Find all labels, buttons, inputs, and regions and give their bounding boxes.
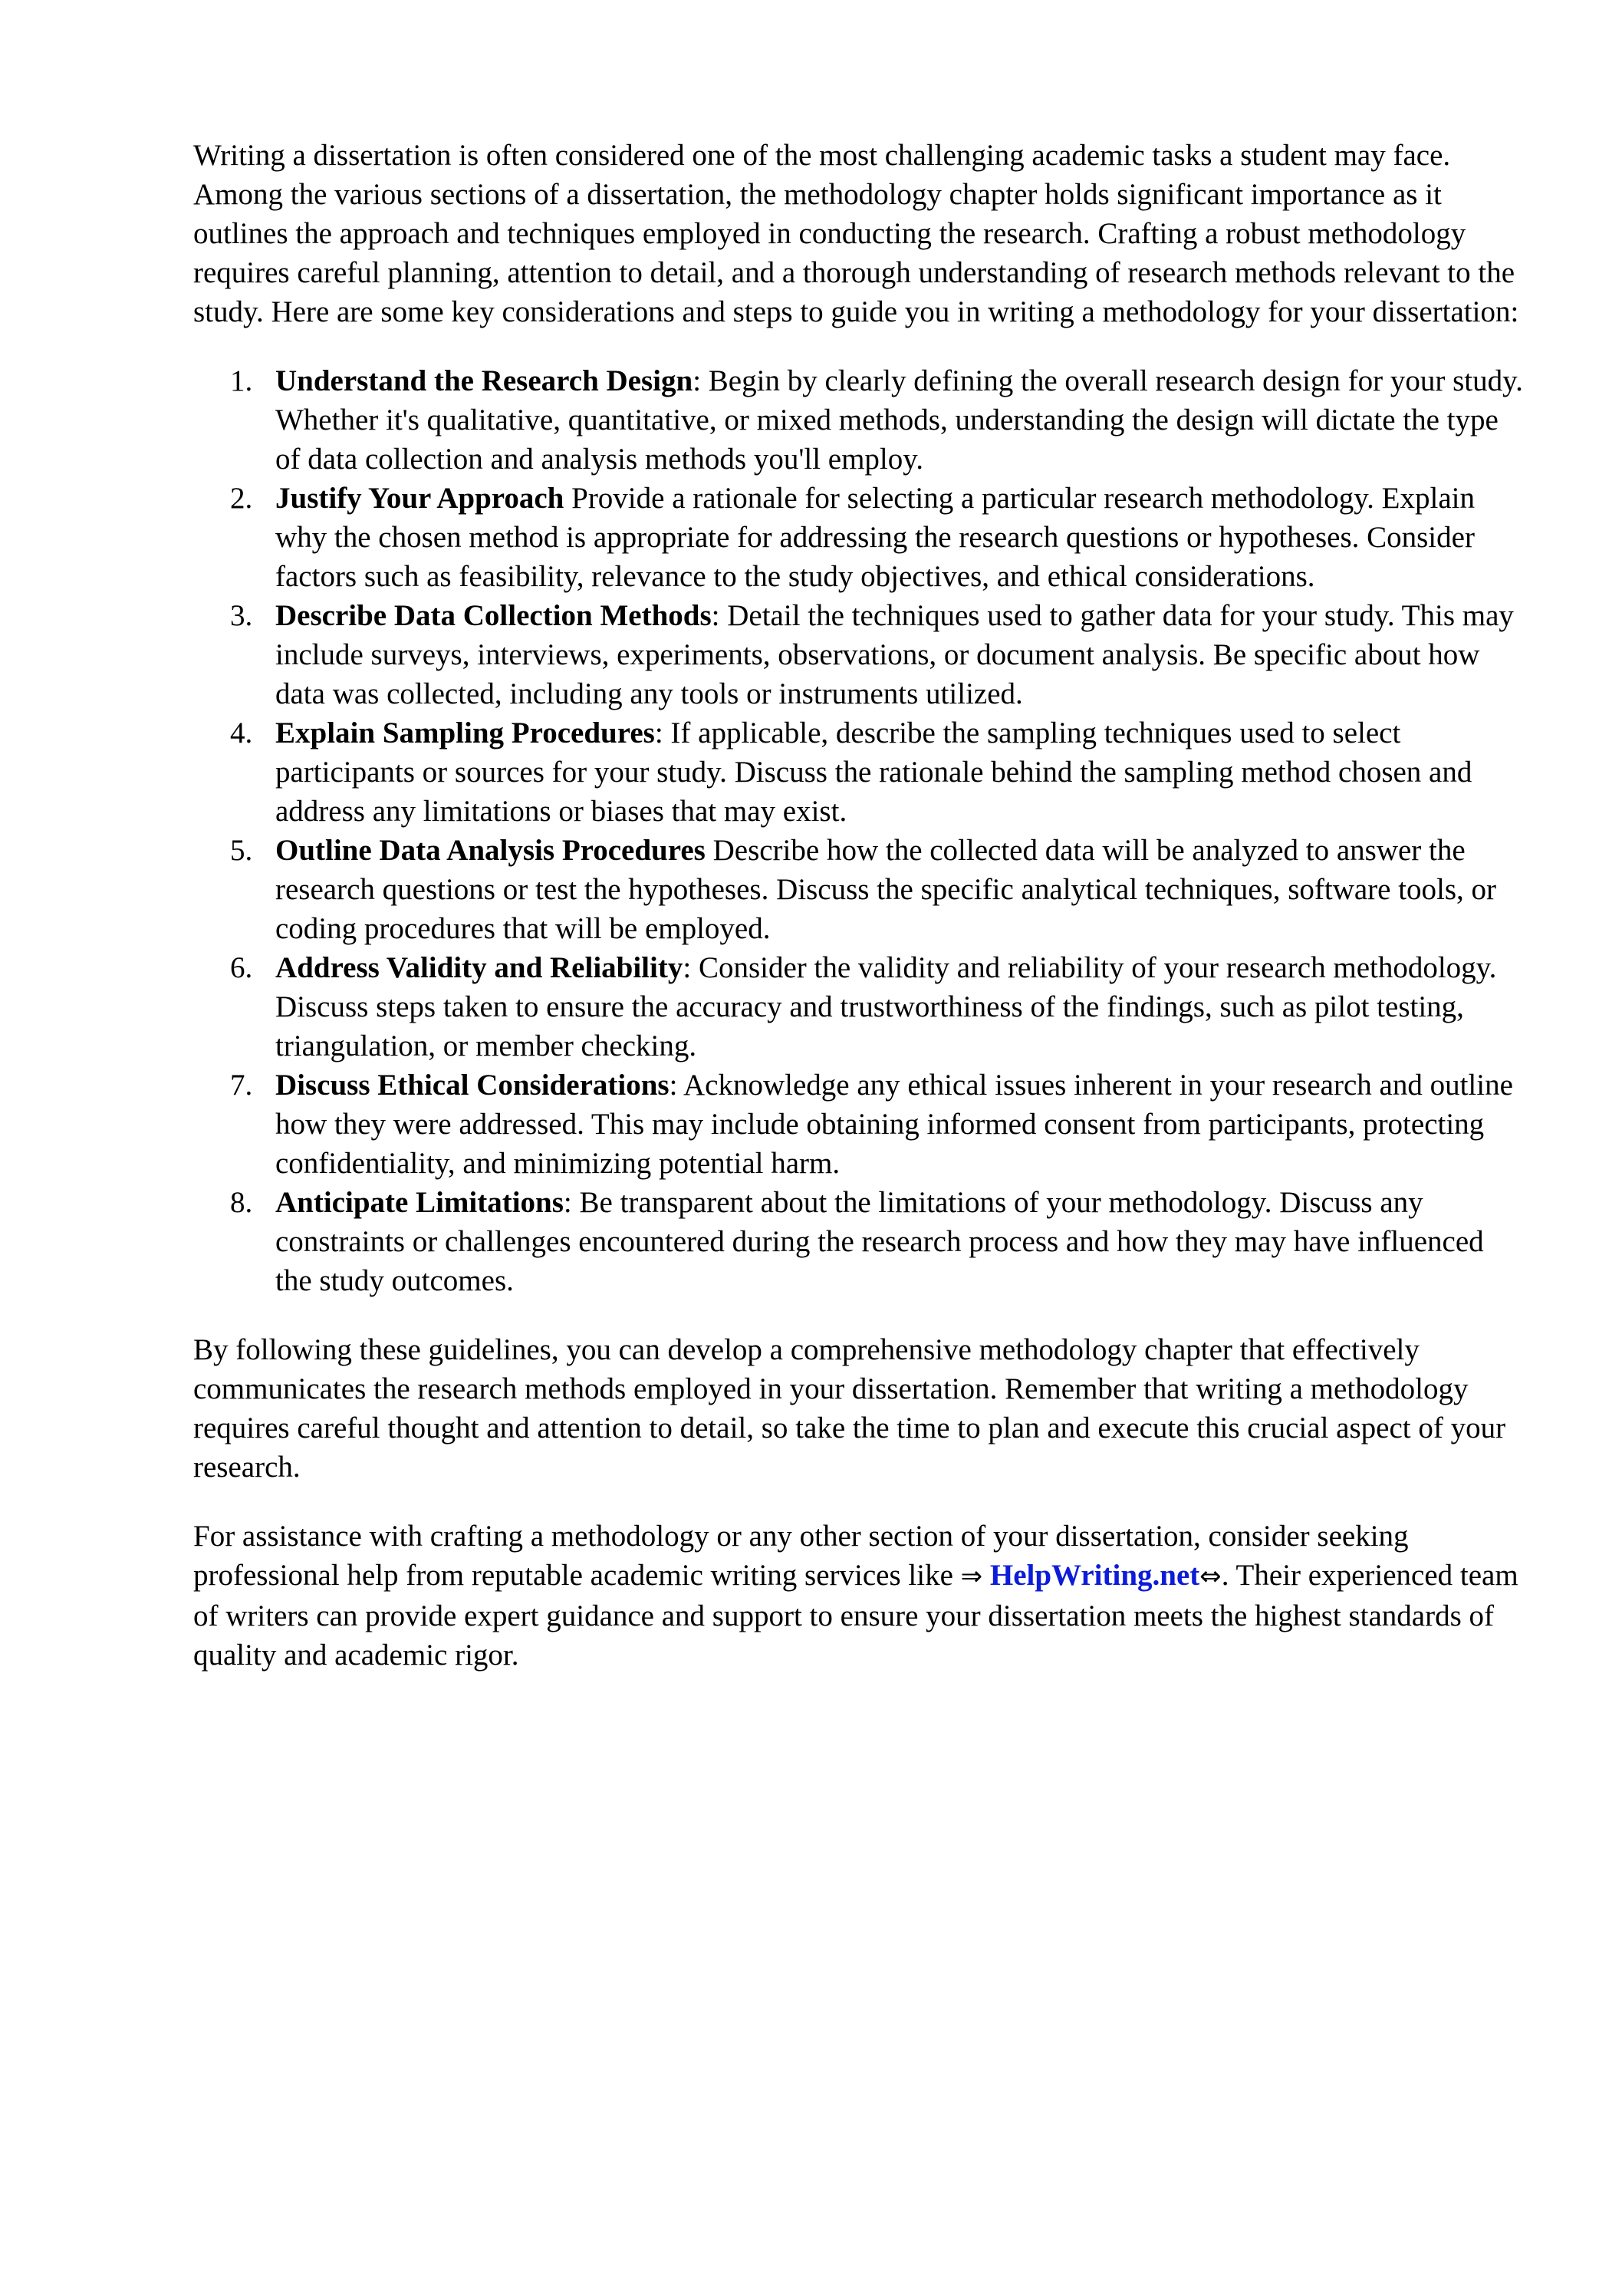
step-term: Describe Data Collection Methods: [275, 599, 712, 632]
step-text: Begin by clearly defining the overall research design for your study. Whether it's qualitative, quantitative, or mixed methods, understanding the design will dictate the type of data collection and analysis methods you'll employ.: [275, 364, 1523, 476]
steps-list: [193, 361, 1528, 1300]
double-right-arrow-icon: ⇒: [960, 1561, 983, 1592]
closing-paragraph: By following these guidelines, you can develop a comprehensive methodology chapter that effectively communicates the research methods employed in your dissertation. Remember that writing a methodology requires careful thought and attention to detail, so take the time to plan and execute this crucial aspect of your research.: [193, 1333, 1506, 1484]
list-item: [193, 1066, 1528, 1183]
step-separator: :: [563, 1186, 572, 1219]
assistance-text-before: For assistance with crafting a methodology or any other section of your dissertation, consider seeking professional help from reputable academic writing services like: [193, 1520, 1409, 1592]
list-number: 7.: [230, 1069, 253, 1102]
step-text: Be transparent about the limitations of your methodology. Discuss any constraints or challenges encountered during the research process and how they may have influenced the study outcomes.: [275, 1186, 1484, 1297]
step-term: Explain Sampling Procedures: [275, 716, 655, 749]
document-page: [193, 136, 1528, 1675]
step-text: Acknowledge any ethical issues inherent in your research and outline how they were addressed. This may include obtaining informed consent from participants, protecting confidentiality, and minimizing potential harm.: [275, 1069, 1513, 1180]
list-number: 3.: [230, 599, 253, 632]
step-term: Anticipate Limitations: [275, 1186, 564, 1219]
step-separator: :: [693, 364, 702, 397]
list-number: 4.: [230, 716, 253, 749]
step-term: Justify Your Approach: [275, 482, 564, 515]
list-item: [193, 1183, 1528, 1300]
step-text: If applicable, describe the sampling techniques used to select participants or sources for your study. Discuss the rationale behind the sampling method chosen and address any limitations or biases that may exist.: [275, 716, 1472, 828]
list-number: 1.: [230, 364, 253, 397]
list-item: [193, 479, 1528, 596]
step-term: Discuss Ethical Considerations: [275, 1069, 670, 1102]
step-text: Provide a rationale for selecting a particular research methodology. Explain why the chosen method is appropriate for addressing the research questions or hypotheses. Consider factors such as feasibility, relevance to the study objectives, and ethical considerations.: [275, 482, 1475, 593]
list-item: [193, 361, 1528, 479]
step-term: Outline Data Analysis Procedures: [275, 834, 706, 867]
list-number: 5.: [230, 834, 253, 867]
intro-paragraph: Writing a dissertation is often considered one of the most challenging academic tasks a student may face. Among the various sections of a dissertation, the methodology chapter holds significant importance as it outlines the approach and techniques employed in conducting the research. Crafting a robust methodology requires careful planning, attention to detail, and a thorough understanding of research methods relevant to the study. Here are some key considerations and steps to guide you in writing a methodology for your dissertation:: [193, 139, 1519, 328]
step-separator: :: [711, 599, 720, 632]
step-separator: :: [654, 716, 663, 749]
list-number: 2.: [230, 482, 253, 515]
step-term: Understand the Research Design: [275, 364, 693, 397]
list-number: 6.: [230, 951, 253, 984]
list-item: [193, 948, 1528, 1066]
list-item: [193, 831, 1528, 948]
step-text: Detail the techniques used to gather data for your study. This may include surveys, interviews, experiments, observations, or document analysis. Be specific about how data was collected, including any tools or instruments utilized.: [275, 599, 1514, 710]
double-left-right-arrow-icon: ⇔: [1199, 1561, 1222, 1592]
step-separator: :: [669, 1069, 678, 1102]
list-number: 8.: [230, 1186, 253, 1219]
assistance-paragraph: [193, 1517, 1528, 1675]
step-text: Consider the validity and reliability of your research methodology. Discuss steps taken to ensure the accuracy and trustworthiness of the findings, such as pilot testing, triangulation, or member checking.: [275, 951, 1497, 1062]
helpwriting-link[interactable]: HelpWriting.net: [989, 1559, 1200, 1592]
step-text: Describe how the collected data will be analyzed to answer the research questions or test the hypotheses. Discuss the specific analytical techniques, software tools, or coding procedures that will be employed.: [275, 834, 1497, 945]
assistance-text-after: . Their experienced team of writers can provide expert guidance and support to ensure your dissertation meets the highest standards of quality and academic rigor.: [193, 1559, 1518, 1672]
step-term: Address Validity and Reliability: [275, 951, 683, 984]
list-item: [193, 596, 1528, 713]
list-item: [193, 713, 1528, 831]
step-separator: :: [683, 951, 692, 984]
